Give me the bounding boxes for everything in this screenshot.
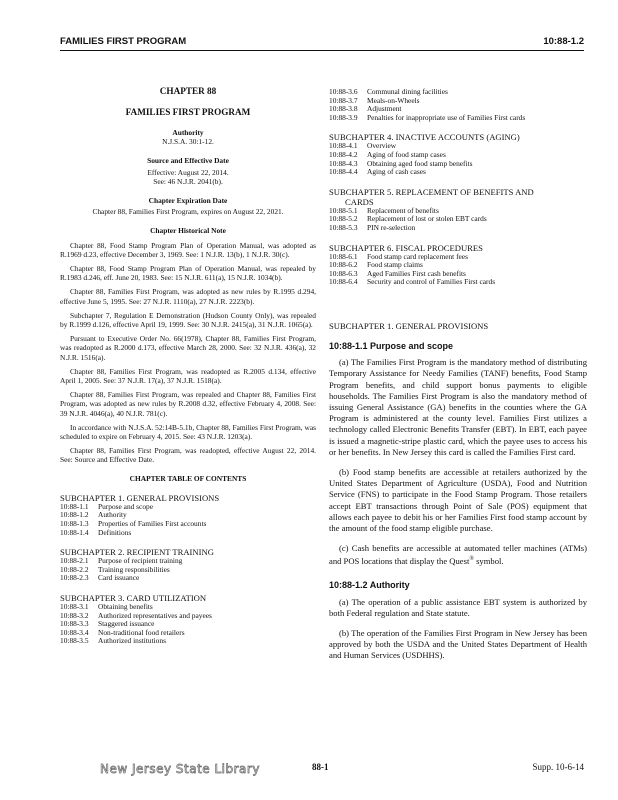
history-note: Chapter 88, Families First Program, was readopted as R.2005 d.134, effective April 1, 2005. See: 37 N.J.R. 17(a), 37 N.J.R. 1518(a). [60, 366, 316, 386]
history-note: Chapter 88, Food Stamp Program Plan of Operation Manual, was adopted as R.1969 d.23, effective December 3, 1969. See: 1 N.J.R. 13(b), 1 N.J.R. 30(c). [60, 240, 316, 259]
toc-subchapter-3: SUBCHAPTER 3. CARD UTILIZATION [60, 593, 207, 604]
section-heading-1-2: 10:88-1.2 Authority [329, 580, 410, 591]
running-header [60, 34, 584, 51]
toc-heading: CHAPTER TABLE OF CONTENTS [129, 473, 247, 483]
toc-entry: 10:88-6.1 Food stamp card replacement fees [329, 251, 468, 261]
library-watermark: New Jersey State Library [100, 762, 260, 776]
toc-entry: 10:88-3.3 Staggered issuance [60, 619, 155, 629]
toc-entry: 10:88-1.3 Properties of Families First accounts [60, 519, 207, 529]
paragraph-auth-b: (b) The operation of the Families First Program in New Jersey has been approved by both the USDA and the United States Department of Health and Human Services (USDHHS). [329, 628, 587, 661]
page-footer [60, 762, 584, 776]
expiration-heading: Chapter Expiration Date [148, 196, 228, 206]
toc-entry: 10:88-1.1 Purpose and scope [60, 501, 154, 511]
toc-entry: 10:88-3.4 Non-traditional food retailers [60, 627, 185, 637]
body-subchapter-heading: SUBCHAPTER 1. GENERAL PROVISIONS [329, 320, 489, 331]
chapter-title: FAMILIES FIRST PROGRAM [125, 107, 251, 117]
toc-subchapter-1: SUBCHAPTER 1. GENERAL PROVISIONS [60, 492, 220, 503]
history-note: Pursuant to Executive Order No. 66(1978), Chapter 88, Families First Program, was readopted as R.2000 d.173, effective March 28, 2000. See: 32 N.J.R. 436(a), 32 N.J.R. 1516(a). [60, 334, 316, 362]
toc-entry: 10:88-3.5 Authorized institutions [60, 636, 166, 646]
toc-entry: 10:88-4.1 Overview [329, 141, 397, 151]
expiration-text: Chapter 88, Families First Program, expires on August 22, 2021. [92, 207, 284, 217]
toc-entry: 10:88-1.2 Authority [60, 510, 127, 520]
history-note: In accordance with N.J.S.A. 52:14B-5.1b, Chapter 88, Families First Program, was scheduled to expire on February 4, 2015. See: 43 N.J.R. 1203(a). [60, 422, 316, 442]
left-column [60, 60, 316, 646]
toc-entry: 10:88-1.4 Definitions [60, 527, 132, 537]
toc-entry: 10:88-5.2 Replacement of lost or stolen EBT cards [329, 214, 487, 224]
paragraph-c: (c) Cash benefits are accessible at automated teller machines (ATMs) and POS locations that display the Quest® symbol. [329, 543, 587, 567]
toc-entry: 10:88-4.2 Aging of food stamp cases [329, 149, 446, 159]
chapter-number: CHAPTER 88 [159, 86, 217, 96]
toc-entry: 10:88-2.1 Purpose of recipient training [60, 556, 183, 566]
toc-entry: 10:88-3.7 Meals-on-Wheels [329, 95, 420, 105]
source-effective: Effective: August 22, 2014. [147, 167, 229, 177]
paragraph-a: (a) The Families First Program is the mandatory method of distributing Temporary Assistance for Needy Families (TANF) benefits, Food Stamp Program benefits, and child support bonus payments to eligible households. The Families First Program is also the mandatory method of issuing General Assistance (GA) benefits in the counties where the GA Program is administered at the county level. Families First utilizes a technology called Electronic Benefits Transfer (EBT). In EBT, each payee is issued a magnetic-stripe plastic card, which the payee uses to access his or her benefits. In New Jersey this card is called the Families First card. [329, 357, 587, 457]
paragraph-auth-a: (a) The operation of a public assistance EBT system is authorized by both Federal regulation and State statute. [329, 596, 587, 618]
supplement-date: Supp. 10-6-14 [532, 762, 584, 772]
toc-subchapter-5-cont: CARDS [345, 196, 374, 207]
toc-entry: 10:88-6.3 Aged Families First cash benefits [329, 268, 466, 278]
history-note: Chapter 88, Families First Program, was repealed and Chapter 88, Families First Program, was adopted as new rules by R.2008 d.32, effective February 4, 2008. See: 39 N.J.R. 4046(a), 40 N.J.R. 781(c). [60, 390, 316, 418]
toc-entry: 10:88-5.1 Replacement of benefits [329, 205, 439, 215]
toc-subchapter-4: SUBCHAPTER 4. INACTIVE ACCOUNTS (AGING) [329, 132, 520, 143]
history-note: Chapter 88, Families First Program, was adopted as new rules by R.1995 d.294, effective June 5, 1995. See: 27 N.J.R. 1110(a), 27 N.J.R. 2223(b). [60, 287, 316, 306]
toc-entry: 10:88-2.3 Card issuance [60, 573, 140, 583]
section-heading-1-1: 10:88-1.1 Purpose and scope [329, 340, 454, 351]
header-section: 10:88-1.2 [543, 36, 584, 47]
toc-subchapter-2: SUBCHAPTER 2. RECIPIENT TRAINING [60, 547, 214, 558]
toc-entry: 10:88-6.2 Food stamp claims [329, 260, 423, 270]
source-see: See: 46 N.J.R. 2041(b). [153, 176, 223, 186]
toc-entry: 10:88-3.2 Authorized representatives and payees [60, 610, 212, 620]
authority-heading: Authority [172, 128, 204, 137]
right-column [329, 88, 587, 662]
toc-entry: 10:88-4.4 Aging of cash cases [329, 167, 426, 177]
toc-entry: 10:88-5.3 PIN re-selection [329, 222, 416, 232]
toc-entry: 10:88-3.6 Communal dining facilities [329, 87, 448, 96]
toc-entry: 10:88-6.4 Security and control of Families First cards [329, 277, 496, 287]
authority-text: N.J.S.A. 30:1-12. [162, 137, 214, 147]
toc-entry: 10:88-3.9 Penalties for inappropriate use of Families First cards [329, 112, 526, 122]
toc-entry: 10:88-3.1 Obtaining benefits [60, 602, 153, 612]
history-heading: Chapter Historical Note [150, 226, 226, 236]
toc-entry: 10:88-3.8 Adjustment [329, 104, 402, 114]
history-note: Chapter 88, Families First Program, was readopted, effective August 22, 2014. See: Source and Effective Date. [60, 446, 316, 465]
toc-entry: 10:88-4.3 Obtaining aged food stamp benefits [329, 158, 473, 168]
header-title: FAMILIES FIRST PROGRAM [60, 36, 187, 47]
toc-subchapter-6: SUBCHAPTER 6. FISCAL PROCEDURES [329, 242, 483, 253]
history-note: Chapter 88, Food Stamp Program Plan of Operation Manual, was repealed by R.1983 d.246, eff. June 20, 1983. See: 15 N.J.R. 611(a), 15 N.J.R. 1034(b). [60, 264, 316, 283]
page-number: 88-1 [312, 762, 329, 772]
toc-entry: 10:88-2.2 Training responsibilities [60, 564, 170, 574]
history-note: Subchapter 7, Regulation E Demonstration (Hudson County Only), was repealed by R.1999 d.126, effective April 19, 1999. See: 30 N.J.R. 2415(a), 31 N.J.R. 1065(a). [60, 310, 316, 330]
source-heading: Source and Effective Date [147, 156, 229, 166]
paragraph-b: (b) Food stamp benefits are accessible at retailers authorized by the United States Department of Agriculture (USDA), Food and Nutrition Service (FNS) to participate in the Food Stamp Program. Those retailers accept EBT transactions through Point of Sale (POS) equipment that allows each payee to debit his or her Families First food stamp account by the amount of the food stamp eligible purchase. [329, 466, 587, 533]
toc-subchapter-5: SUBCHAPTER 5. REPLACEMENT OF BENEFITS AND [329, 186, 534, 197]
